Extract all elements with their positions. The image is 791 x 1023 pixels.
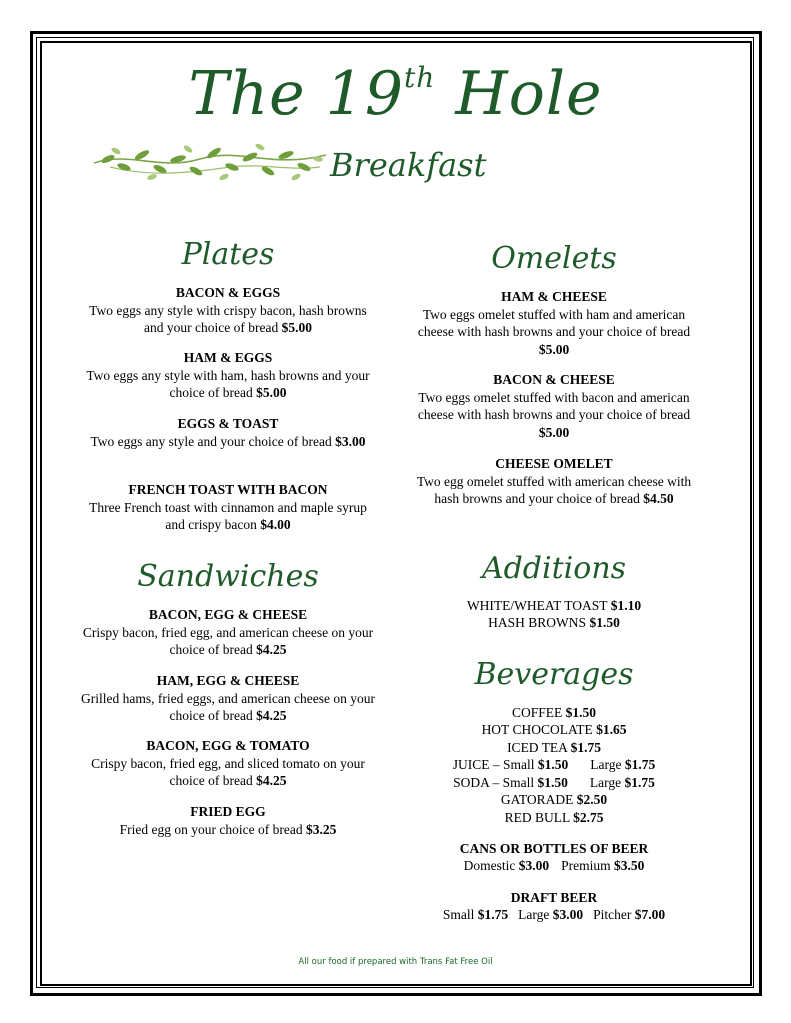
item-name: BACON & CHEESE bbox=[493, 372, 615, 387]
menu-line: HASH BROWNS $1.50 bbox=[488, 615, 620, 630]
menu-line: Small $1.75 Large $3.00 Pitcher $7.00 bbox=[442, 907, 666, 922]
menu-line: SODA – Small $1.50 Large $1.75 bbox=[453, 775, 655, 790]
item-price: $5.00 bbox=[256, 385, 287, 400]
item-price: $3.25 bbox=[305, 821, 337, 837]
item-price: $4.50 bbox=[643, 491, 674, 506]
restaurant-title: The 19th Hole bbox=[188, 59, 603, 129]
beer-cans-heading: CANS OR BOTTLES OF BEER bbox=[459, 841, 649, 856]
menu-item bbox=[404, 288, 704, 358]
footer-note: All our food if prepared with Trans Fat Free Oil bbox=[298, 957, 493, 967]
menu-line: ICED TEA $1.75 bbox=[507, 740, 601, 755]
item-name: BACON & EGGS bbox=[175, 285, 281, 300]
beverages-heading: Beverages bbox=[474, 657, 634, 692]
item-name: BACON, EGG & CHEESE bbox=[148, 607, 308, 622]
item-price: $3.00 bbox=[335, 433, 366, 449]
item-description: Two eggs omelet stuffed with ham and american cheese with hash browns and your choice of bread $5.00 bbox=[417, 306, 691, 357]
item-price: $5.00 bbox=[538, 341, 570, 357]
menu-item bbox=[80, 349, 376, 402]
item-name: HAM & EGGS bbox=[183, 350, 273, 365]
sandwiches-heading: Sandwiches bbox=[137, 559, 319, 594]
item-description: Two eggs any style with ham, hash browns and your choice of bread $5.00 bbox=[86, 367, 370, 400]
menu-item bbox=[80, 672, 376, 725]
menu-item bbox=[80, 415, 376, 450]
menu-line: WHITE/WHEAT TOAST $1.10 bbox=[466, 598, 642, 613]
menu-line: RED BULL $2.75 bbox=[504, 810, 604, 825]
item-price: $4.25 bbox=[256, 708, 287, 723]
omelets-heading: Omelets bbox=[491, 241, 617, 276]
item-name: FRENCH TOAST WITH BACON bbox=[128, 482, 328, 497]
menu-line: HOT CHOCOLATE $1.65 bbox=[481, 722, 627, 737]
menu-item bbox=[80, 606, 376, 659]
menu-line: Domestic $3.00 Premium $3.50 bbox=[463, 858, 645, 873]
menu-item bbox=[404, 455, 704, 508]
item-price: $4.25 bbox=[256, 642, 287, 657]
plates-heading: Plates bbox=[181, 237, 275, 272]
item-name: CHEESE OMELET bbox=[495, 456, 613, 471]
menu-subtitle: Breakfast bbox=[330, 146, 487, 184]
item-description: Crispy bacon, fried egg, and american cheese on your choice of bread $4.25 bbox=[82, 624, 374, 657]
item-name: BACON, EGG & TOMATO bbox=[146, 738, 310, 753]
menu-line: COFFEE $1.50 bbox=[511, 705, 596, 720]
item-price: $5.00 bbox=[538, 424, 570, 440]
item-description: Two eggs omelet stuffed with bacon and american cheese with hash browns and your choice of bread $5.00 bbox=[417, 389, 691, 440]
menu-item bbox=[80, 481, 376, 534]
additions-heading: Additions bbox=[481, 551, 627, 586]
item-description: Two egg omelet stuffed with american cheese with hash browns and your choice of bread $4.50 bbox=[416, 473, 692, 506]
item-description: Fried egg on your choice of bread $3.25 bbox=[119, 821, 337, 837]
draft-beer-heading: DRAFT BEER bbox=[510, 890, 598, 905]
item-name: HAM & CHEESE bbox=[501, 289, 607, 304]
item-price: $4.00 bbox=[260, 517, 291, 532]
menu-line: JUICE – Small $1.50 Large $1.75 bbox=[452, 757, 656, 772]
menu-line: GATORADE $2.50 bbox=[500, 792, 608, 807]
vine-leaves-icon bbox=[90, 137, 330, 185]
menu-item bbox=[80, 284, 376, 337]
item-description: Three French toast with cinnamon and maple syrup and crispy bacon $4.00 bbox=[89, 499, 367, 532]
item-name: HAM, EGG & CHEESE bbox=[156, 673, 300, 688]
item-price: $4.25 bbox=[256, 773, 287, 788]
item-name: FRIED EGG bbox=[190, 804, 266, 819]
item-price: $5.00 bbox=[281, 320, 312, 335]
item-description: Grilled hams, fried eggs, and american cheese on your choice of bread $4.25 bbox=[81, 690, 375, 723]
item-name: EGGS & TOAST bbox=[177, 416, 279, 431]
menu-item bbox=[80, 803, 376, 838]
item-description: Two eggs any style and your choice of bread $3.00 bbox=[90, 433, 366, 449]
item-description: Two eggs any style with crispy bacon, hash browns and your choice of bread $5.00 bbox=[89, 302, 367, 335]
item-description: Crispy bacon, fried egg, and sliced tomato on your choice of bread $4.25 bbox=[91, 755, 365, 788]
menu-item bbox=[404, 371, 704, 441]
menu-item bbox=[80, 737, 376, 790]
